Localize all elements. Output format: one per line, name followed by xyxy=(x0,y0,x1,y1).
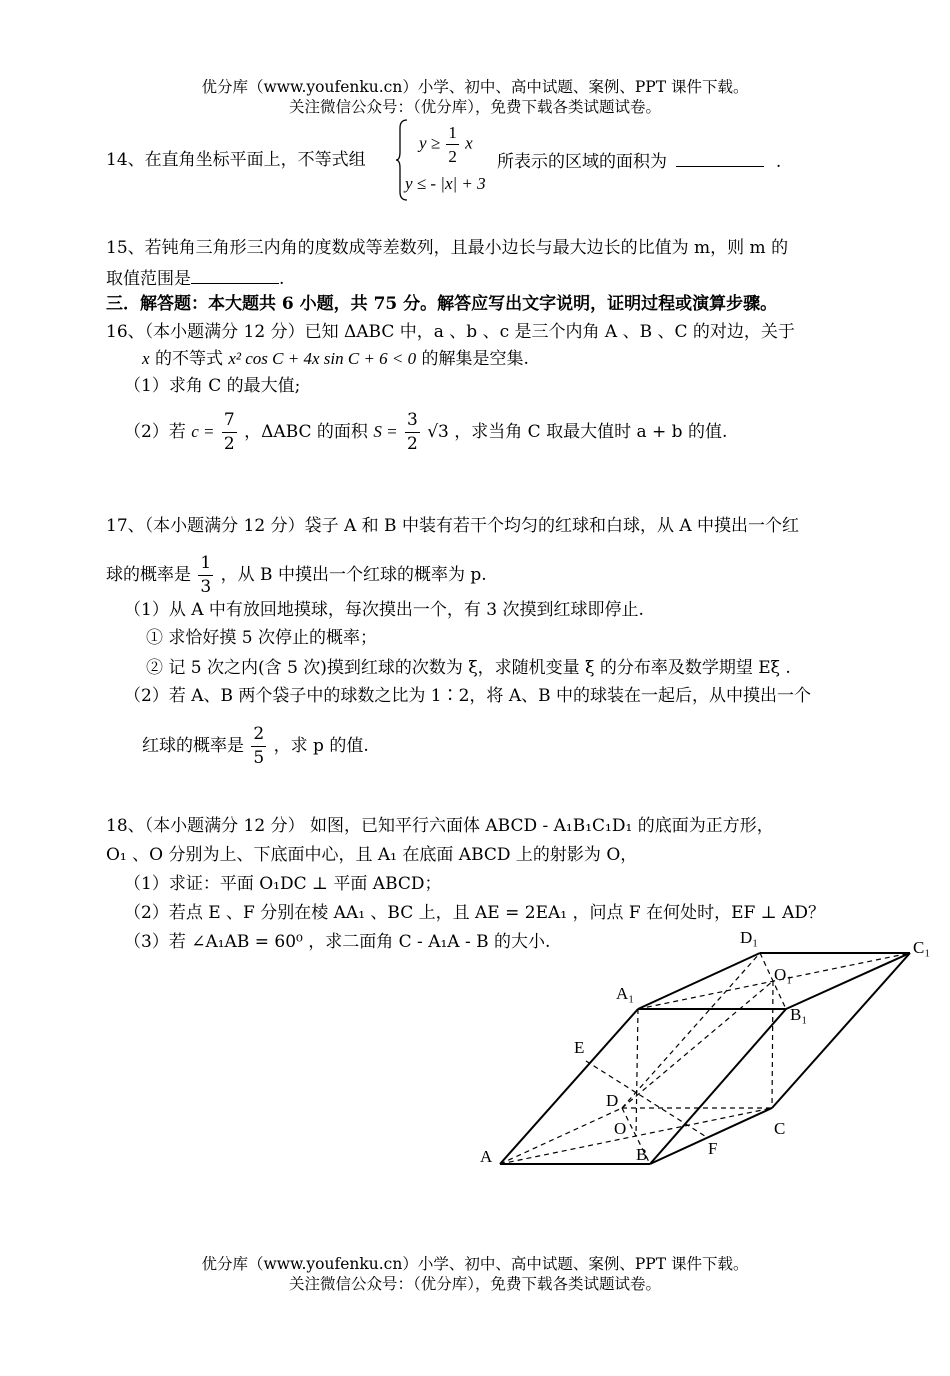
q17-part-1-ii: ② 记 5 次之内(含 5 次)摸到红球的次数为 ξ，求随机变量 ξ 的分布率及数学期望 Eξ . xyxy=(146,658,791,678)
q18-part-1: （1）求证：平面 O₁DC ⊥ 平面 ABCD； xyxy=(124,874,442,894)
q14-inequality-2: y ≤ - |x| + 3 xyxy=(405,174,486,193)
label-E: E xyxy=(574,1038,585,1057)
q18-part-2: （2）若点 E 、F 分别在棱 AA₁ 、BC 上，且 AE = 2EA₁ ，问点 F 在何处时，EF ⊥ AD？ xyxy=(124,903,825,923)
edge-DD1 xyxy=(622,953,760,1108)
q17-part-1: （1）从 A 中有放回地摸球，每次摸出一个，有 3 次摸到红球即停止. xyxy=(124,600,644,620)
q14-prefix: 14、在直角坐标平面上，不等式组 xyxy=(106,150,366,170)
q15-line-2: 取值范围是 . xyxy=(106,265,284,291)
segment-DO1 xyxy=(622,981,773,1108)
label-O1: O₁ xyxy=(774,965,793,984)
q18-line-1: 18、（本小题满分 12 分） 如图，已知平行六面体 ABCD - A₁B₁C₁D₁ 的底面为正方形， xyxy=(106,816,774,836)
q16-part-2: （2）若 c = $\frac{7}{2}$ ，ΔABC 的面积 S = $\frac{3}{2}$ √3 ，求当角 C 取最大值时 a + b 的值. xyxy=(124,410,728,454)
q18-part-3: （3）若 ∠A₁AB = 60⁰ ，求二面角 C - A₁A - B 的大小. xyxy=(124,932,551,952)
label-C: C xyxy=(774,1119,786,1138)
q17-part-2-line-1: （2）若 A、B 两个袋子中的球数之比为 1∶2，将 A、B 中的球装在一起后，从中摸出一个 xyxy=(124,686,812,706)
label-D1: D₁ xyxy=(740,928,759,947)
segment-EF xyxy=(586,1061,708,1138)
edge-A1D1 xyxy=(638,953,760,1009)
q16-line-2: x 的不等式 x² cos C + 4x sin C + 6 < 0 的解集是空集. xyxy=(142,349,529,369)
label-A1: A₁ xyxy=(616,984,635,1003)
edge-AD xyxy=(500,1108,622,1164)
q17-part-1-i: ① 求恰好摸 5 次停止的概率； xyxy=(146,628,378,648)
edge-BB1 xyxy=(650,1009,786,1164)
label-A: A xyxy=(480,1147,493,1166)
header-line-2: 关注微信公众号：（优分库），免费下载各类试题试卷。 xyxy=(288,98,661,116)
q14-answer-blank[interactable] xyxy=(676,148,764,167)
edge-AA1 xyxy=(500,1009,638,1164)
q15-answer-blank[interactable] xyxy=(191,265,279,284)
label-C1: C₁ xyxy=(913,938,931,957)
segment-O1C xyxy=(772,981,773,1108)
segment-A1O xyxy=(636,1009,638,1136)
q15-line-1: 15、若钝角三角形三内角的度数成等差数列，且最小边长与最大边长的比值为 m，则 m 的 xyxy=(106,238,789,258)
label-O: O xyxy=(614,1119,627,1138)
q16-part-1: （1）求角 C 的最大值; xyxy=(124,376,301,396)
parallelepiped-figure xyxy=(470,920,940,1180)
q18-line-2: O₁ 、O 分别为上、下底面中心，且 A₁ 在底面 ABCD 上的射影为 O， xyxy=(106,845,638,865)
header-line-1: 优分库（www.youfenku.cn）小学、初中、高中试题、案例、PPT 课件下载。 xyxy=(201,78,749,96)
section-3-heading: 三．解答题：本大题共 6 小题，共 75 分。解答应写出文字说明，证明过程或演算步骤。 xyxy=(106,294,778,314)
footer-line-2: 关注微信公众号：（优分库），免费下载各类试题试卷。 xyxy=(288,1275,661,1293)
q14-suffix: 所表示的区域的面积为 . xyxy=(497,148,781,174)
q17-part-2-line-2: 红球的概率是 $\frac{2}{5}$ ，求 p 的值. xyxy=(142,724,369,768)
footer-line-1: 优分库（www.youfenku.cn）小学、初中、高中试题、案例、PPT 课件下载。 xyxy=(201,1255,749,1273)
q16-line-1: 16、（本小题满分 12 分）已知 ΔABC 中，a 、b 、c 是三个内角 A 、B 、C 的对边，关于 xyxy=(106,322,795,342)
solid-edges xyxy=(500,953,910,1164)
edge-B1C1 xyxy=(786,953,910,1009)
label-B1: B₁ xyxy=(790,1005,808,1024)
q17-line-2: 球的概率是 $\frac{1}{3}$ ，从 B 中摸出一个红球的概率为 p. xyxy=(106,553,487,597)
q14-inequality-1: y ≥ $\frac{1}{2}$ x xyxy=(419,123,473,166)
label-D: D xyxy=(606,1091,619,1110)
label-B: B xyxy=(636,1145,648,1164)
label-F: F xyxy=(708,1139,718,1158)
hidden-edges xyxy=(500,953,910,1164)
q14-inequality-system xyxy=(395,118,505,202)
q17-line-1: 17、（本小题满分 12 分）袋子 A 和 B 中装有若干个均匀的红球和白球，从 A 中摸出一个红 xyxy=(106,516,800,536)
edge-CC1 xyxy=(772,953,910,1108)
